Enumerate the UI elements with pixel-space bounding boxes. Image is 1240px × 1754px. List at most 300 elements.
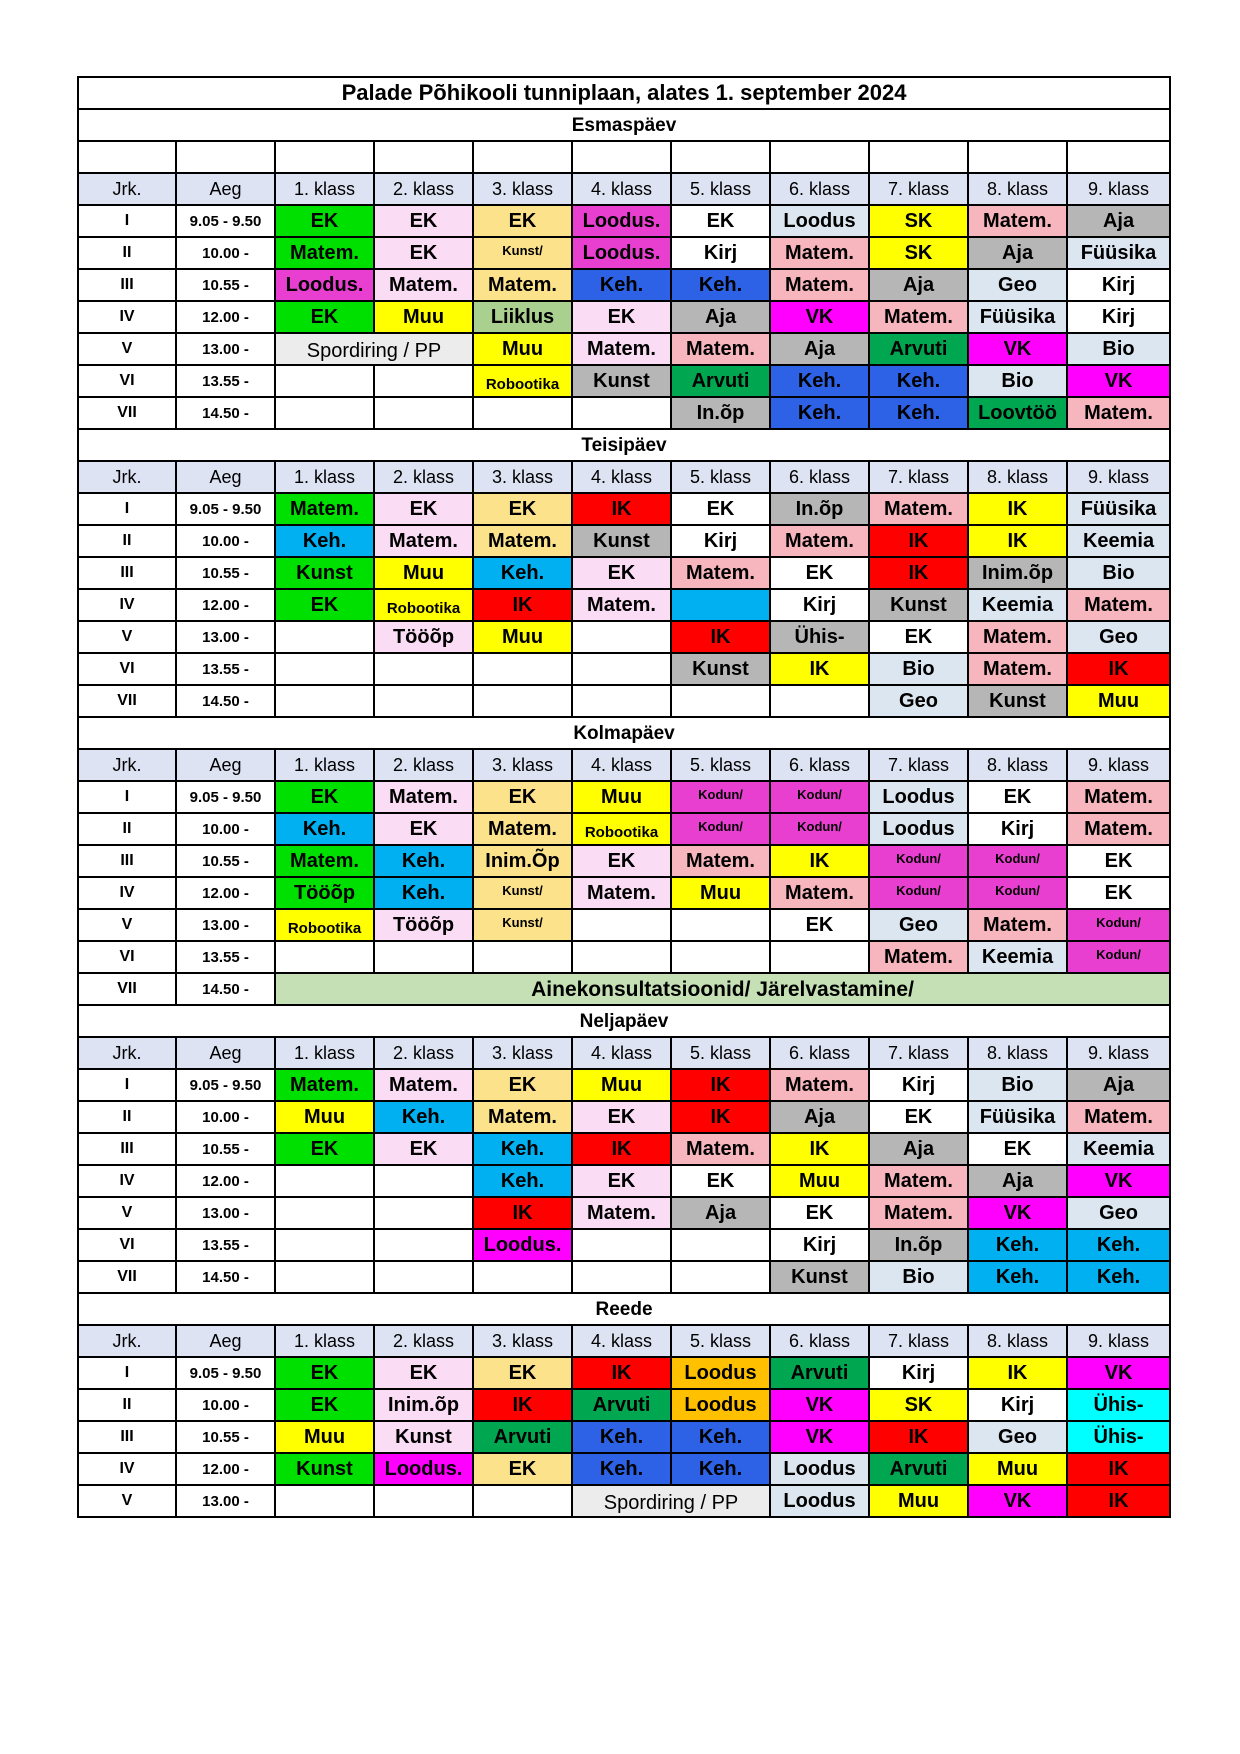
lesson-number: V [78,909,176,941]
subject-cell: Kirj [869,1069,968,1101]
lesson-time: 12.00 - [176,877,275,909]
subject-cell: Matem. [770,877,869,909]
lesson-number: IV [78,877,176,909]
subject-cell: Aja [968,1165,1067,1197]
lesson-time: 13.00 - [176,621,275,653]
header-class: 3. klass [473,173,572,205]
subject-cell: Matem. [374,525,473,557]
subject-cell: Kunst/ [473,237,572,269]
lesson-row [78,909,1170,941]
subject-cell: Bio [968,1069,1067,1101]
header-class: 1. klass [275,1325,374,1357]
subject-cell: EK [473,493,572,525]
subject-cell: IK [473,1197,572,1229]
lesson-number: V [78,333,176,365]
empty-subject-cell [374,1261,473,1293]
lesson-number: V [78,621,176,653]
subject-cell: Matem. [374,269,473,301]
lesson-number: VII [78,973,176,1005]
lesson-number: III [78,845,176,877]
header-class: 4. klass [572,173,671,205]
lesson-time: 10.55 - [176,557,275,589]
subject-cell: Kirj [1067,269,1170,301]
empty-subject-cell [275,621,374,653]
subject-cell: SK [869,1389,968,1421]
subject-cell: Kunst [572,365,671,397]
subject-cell: VK [1067,1357,1170,1389]
subject-cell: Muu [770,1165,869,1197]
header-class: 9. klass [1067,749,1170,781]
subject-cell: Loodus [869,781,968,813]
header-class: 6. klass [770,1037,869,1069]
subject-cell: Geo [1067,621,1170,653]
subject-cell: Kunst/ [473,909,572,941]
subject-cell: Ainekonsultatsioonid/ Järelvastamine/ [275,973,1170,1005]
subject-cell: Kunst [869,589,968,621]
subject-cell: Keh. [572,1421,671,1453]
subject-cell: Keh. [473,1133,572,1165]
lesson-row [78,205,1170,237]
lesson-time: 9.05 - 9.50 [176,205,275,237]
subject-cell: Keh. [275,525,374,557]
subject-cell: Loodus. [374,1453,473,1485]
subject-cell: EK [572,557,671,589]
header-jrk: Jrk. [78,1325,176,1357]
subject-cell: IK [869,525,968,557]
lesson-row [78,301,1170,333]
subject-cell: Matem. [1067,397,1170,429]
subject-cell: IK [770,845,869,877]
empty-subject-cell [671,1261,770,1293]
subject-cell: Bio [869,1261,968,1293]
empty-subject-cell [671,1229,770,1261]
empty-subject-cell [275,1229,374,1261]
subject-cell: Loodus [770,1485,869,1517]
empty-subject-cell [473,941,572,973]
header-class: 5. klass [671,1325,770,1357]
subject-cell: Aja [770,1101,869,1133]
subject-cell: EK [968,781,1067,813]
header-class: 1. klass [275,749,374,781]
subject-cell: Aja [1067,205,1170,237]
lesson-time: 10.00 - [176,237,275,269]
empty-subject-cell [473,1485,572,1517]
subject-cell: Kodun/ [968,877,1067,909]
lesson-number: II [78,1101,176,1133]
subject-cell: Robootika [572,813,671,845]
subject-cell: Keh. [275,813,374,845]
subject-cell: Arvuti [770,1357,869,1389]
subject-cell: Keh. [473,1165,572,1197]
subject-cell: Loovtöö [968,397,1067,429]
empty-subject-cell [572,941,671,973]
header-jrk: Jrk. [78,461,176,493]
subject-cell: Muu [671,877,770,909]
header-class: 3. klass [473,1325,572,1357]
header-class: 2. klass [374,1325,473,1357]
header-jrk: Jrk. [78,1037,176,1069]
subject-cell: Geo [968,1421,1067,1453]
lesson-time: 10.55 - [176,1421,275,1453]
subject-cell: Keh. [1067,1229,1170,1261]
subject-cell: Aja [671,1197,770,1229]
subject-cell: EK [473,1357,572,1389]
header-class: 6. klass [770,173,869,205]
subject-cell: IK [671,1069,770,1101]
subject-cell: Matem. [968,205,1067,237]
empty-subject-cell [275,1485,374,1517]
lesson-time: 13.00 - [176,1485,275,1517]
subject-cell: Matem. [374,1069,473,1101]
lesson-number: VI [78,1229,176,1261]
subject-cell: Tööõp [374,621,473,653]
subject-cell: Matem. [275,845,374,877]
subject-cell: Muu [473,333,572,365]
subject-cell: Matem. [275,493,374,525]
lesson-time: 10.55 - [176,269,275,301]
subject-cell: Inim.õp [968,557,1067,589]
timetable-sheet [77,76,1169,1518]
header-class: 4. klass [572,1037,671,1069]
subject-cell: Keemia [968,589,1067,621]
subject-cell: Kunst [671,653,770,685]
header-class: 3. klass [473,461,572,493]
subject-cell: Muu [869,1485,968,1517]
subject-cell: EK [374,237,473,269]
subject-cell: Matem. [1067,1101,1170,1133]
header-class: 7. klass [869,1037,968,1069]
blank-cell [78,141,176,173]
header-aeg: Aeg [176,461,275,493]
lesson-row [78,1069,1170,1101]
subject-cell: Matem. [770,269,869,301]
subject-cell: Matem. [1067,781,1170,813]
empty-subject-cell [374,1485,473,1517]
subject-cell: Loodus [770,1453,869,1485]
lesson-row [78,781,1170,813]
subject-cell: Ühis- [1067,1421,1170,1453]
subject-cell: Keh. [869,365,968,397]
subject-cell: Matem. [572,1197,671,1229]
lesson-row [78,397,1170,429]
subject-cell: Kirj [869,1357,968,1389]
empty-subject-cell [572,397,671,429]
lesson-number: V [78,1197,176,1229]
subject-cell: Muu [1067,685,1170,717]
subject-cell: IK [572,1133,671,1165]
subject-cell: Füüsika [1067,237,1170,269]
subject-cell: Matem. [671,557,770,589]
empty-subject-cell [572,909,671,941]
subject-cell: Kodun/ [770,781,869,813]
empty-subject-cell [275,397,374,429]
subject-cell: Geo [869,685,968,717]
header-class: 2. klass [374,173,473,205]
subject-cell: Matem. [770,1069,869,1101]
day-heading: Teisipäev [78,429,1170,461]
subject-cell: Kirj [671,237,770,269]
empty-subject-cell [275,941,374,973]
header-class: 6. klass [770,1325,869,1357]
subject-cell: Ühis- [770,621,869,653]
subject-cell: EK [770,909,869,941]
subject-cell: Matem. [275,237,374,269]
header-class: 3. klass [473,749,572,781]
subject-cell: EK [770,1197,869,1229]
empty-subject-cell [572,653,671,685]
lesson-number: III [78,269,176,301]
subject-cell: Loodus [770,205,869,237]
subject-cell: Arvuti [869,333,968,365]
empty-subject-cell [572,1229,671,1261]
subject-cell: Arvuti [869,1453,968,1485]
subject-cell: Spordiring / PP [275,333,473,365]
subject-cell: Kodun/ [671,813,770,845]
lesson-number: III [78,1421,176,1453]
subject-cell: VK [770,1389,869,1421]
blank-cell [374,141,473,173]
subject-cell: Matem. [869,1165,968,1197]
lesson-number: I [78,1357,176,1389]
subject-cell: Matem. [473,1101,572,1133]
subject-cell: Matem. [572,877,671,909]
lesson-row [78,525,1170,557]
lesson-row [78,973,1170,1005]
header-class: 1. klass [275,1037,374,1069]
header-aeg: Aeg [176,173,275,205]
lesson-row [78,1389,1170,1421]
subject-cell: Ühis- [1067,1389,1170,1421]
header-class: 9. klass [1067,1325,1170,1357]
subject-cell: IK [770,1133,869,1165]
empty-subject-cell [374,1165,473,1197]
subject-cell: Kunst [968,685,1067,717]
subject-cell: Aja [671,301,770,333]
subject-cell: VK [968,1485,1067,1517]
subject-cell: EK [275,1133,374,1165]
blank-cell [671,141,770,173]
empty-subject-cell [770,685,869,717]
subject-cell: Füüsika [968,1101,1067,1133]
header-class: 4. klass [572,1325,671,1357]
subject-cell: EK [1067,845,1170,877]
header-jrk: Jrk. [78,173,176,205]
subject-cell: SK [869,205,968,237]
subject-cell: Matem. [374,781,473,813]
lesson-time: 10.55 - [176,845,275,877]
empty-subject-cell [275,653,374,685]
subject-cell: In.õp [671,397,770,429]
header-class: 4. klass [572,749,671,781]
header-aeg: Aeg [176,1325,275,1357]
day-heading: Kolmapäev [78,717,1170,749]
subject-cell: IK [968,1357,1067,1389]
lesson-time: 13.55 - [176,941,275,973]
subject-cell: Kunst [770,1261,869,1293]
subject-cell: Liiklus [473,301,572,333]
subject-cell: Kodun/ [671,781,770,813]
lesson-time: 14.50 - [176,1261,275,1293]
subject-cell: IK [572,1357,671,1389]
subject-cell: Muu [275,1101,374,1133]
lesson-time: 10.00 - [176,1389,275,1421]
subject-cell: EK [374,205,473,237]
empty-subject-cell [473,397,572,429]
subject-cell: Loodus [869,813,968,845]
blank-cell [176,141,275,173]
subject-cell: EK [275,301,374,333]
lesson-time: 12.00 - [176,589,275,621]
lesson-number: I [78,781,176,813]
lesson-row [78,877,1170,909]
subject-cell: IK [869,557,968,589]
lesson-row [78,1421,1170,1453]
empty-subject-cell [671,589,770,621]
lesson-number: I [78,205,176,237]
subject-cell: Inim.Õp [473,845,572,877]
lesson-time: 9.05 - 9.50 [176,1069,275,1101]
lesson-time: 13.55 - [176,653,275,685]
subject-cell: EK [968,1133,1067,1165]
subject-cell: Muu [572,781,671,813]
lesson-row [78,1357,1170,1389]
lesson-number: IV [78,1165,176,1197]
header-jrk: Jrk. [78,749,176,781]
subject-cell: EK [869,621,968,653]
lesson-number: II [78,1389,176,1421]
subject-cell: Keh. [770,365,869,397]
lesson-time: 14.50 - [176,685,275,717]
day-heading: Reede [78,1293,1170,1325]
header-class: 9. klass [1067,1037,1170,1069]
subject-cell: Keh. [968,1229,1067,1261]
empty-subject-cell [572,621,671,653]
subject-cell: Kodun/ [770,813,869,845]
lesson-time: 13.55 - [176,365,275,397]
subject-cell: Keh. [374,877,473,909]
subject-cell: Geo [869,909,968,941]
subject-cell: Kunst [374,1421,473,1453]
subject-cell: Geo [1067,1197,1170,1229]
lesson-time: 10.00 - [176,525,275,557]
subject-cell: Aja [869,1133,968,1165]
empty-subject-cell [374,941,473,973]
empty-subject-cell [275,685,374,717]
lesson-time: 12.00 - [176,301,275,333]
header-class: 6. klass [770,461,869,493]
subject-cell: IK [572,493,671,525]
header-class: 6. klass [770,749,869,781]
day-heading: Neljapäev [78,1005,1170,1037]
subject-cell: Matem. [869,301,968,333]
lesson-time: 14.50 - [176,973,275,1005]
subject-cell: Matem. [473,813,572,845]
lesson-number: IV [78,301,176,333]
subject-cell: Kunst [572,525,671,557]
header-class: 5. klass [671,461,770,493]
subject-cell: Kodun/ [968,845,1067,877]
subject-cell: Matem. [770,525,869,557]
lesson-row [78,1453,1170,1485]
subject-cell: VK [770,301,869,333]
subject-cell: Matem. [869,1197,968,1229]
subject-cell: Matem. [1067,813,1170,845]
subject-cell: EK [572,1101,671,1133]
header-class: 8. klass [968,749,1067,781]
empty-subject-cell [275,1197,374,1229]
subject-cell: Matem. [968,653,1067,685]
subject-cell: Keh. [1067,1261,1170,1293]
subject-cell: Aja [869,269,968,301]
lesson-number: III [78,557,176,589]
lesson-row [78,493,1170,525]
subject-cell: EK [374,813,473,845]
subject-cell: IK [473,589,572,621]
lesson-number: I [78,493,176,525]
lesson-number: IV [78,589,176,621]
subject-cell: Geo [968,269,1067,301]
subject-cell: In.õp [869,1229,968,1261]
subject-cell: EK [473,205,572,237]
lesson-time: 10.00 - [176,813,275,845]
subject-cell: EK [671,205,770,237]
lesson-time: 10.55 - [176,1133,275,1165]
empty-subject-cell [275,1165,374,1197]
lesson-time: 12.00 - [176,1453,275,1485]
empty-subject-cell [671,909,770,941]
lesson-row [78,1485,1170,1517]
subject-cell: Aja [968,237,1067,269]
empty-subject-cell [374,653,473,685]
subject-cell: Matem. [968,909,1067,941]
empty-subject-cell [374,397,473,429]
subject-cell: EK [473,1453,572,1485]
header-class: 1. klass [275,173,374,205]
header-class: 5. klass [671,1037,770,1069]
subject-cell: Aja [770,333,869,365]
subject-cell: Keh. [770,397,869,429]
header-class: 4. klass [572,461,671,493]
lesson-row [78,941,1170,973]
subject-cell: Kunst [275,557,374,589]
subject-cell: Füüsika [1067,493,1170,525]
subject-cell: SK [869,237,968,269]
blank-cell [1067,141,1170,173]
subject-cell: Keemia [1067,1133,1170,1165]
subject-cell: Muu [968,1453,1067,1485]
lesson-row [78,845,1170,877]
header-class: 5. klass [671,173,770,205]
lesson-time: 14.50 - [176,397,275,429]
subject-cell: Matem. [770,237,869,269]
lesson-number: II [78,525,176,557]
subject-cell: Bio [1067,333,1170,365]
subject-cell: EK [572,301,671,333]
lesson-number: IV [78,1453,176,1485]
subject-cell: Keh. [374,845,473,877]
subject-cell: Loodus. [275,269,374,301]
subject-cell: Muu [374,301,473,333]
subject-cell: Tööõp [275,877,374,909]
subject-cell: VK [770,1421,869,1453]
lesson-time: 13.00 - [176,333,275,365]
lesson-row [78,589,1170,621]
lesson-row [78,365,1170,397]
lesson-row [78,269,1170,301]
subject-cell: EK [275,1357,374,1389]
subject-cell: Keh. [572,1453,671,1485]
subject-cell: EK [275,781,374,813]
